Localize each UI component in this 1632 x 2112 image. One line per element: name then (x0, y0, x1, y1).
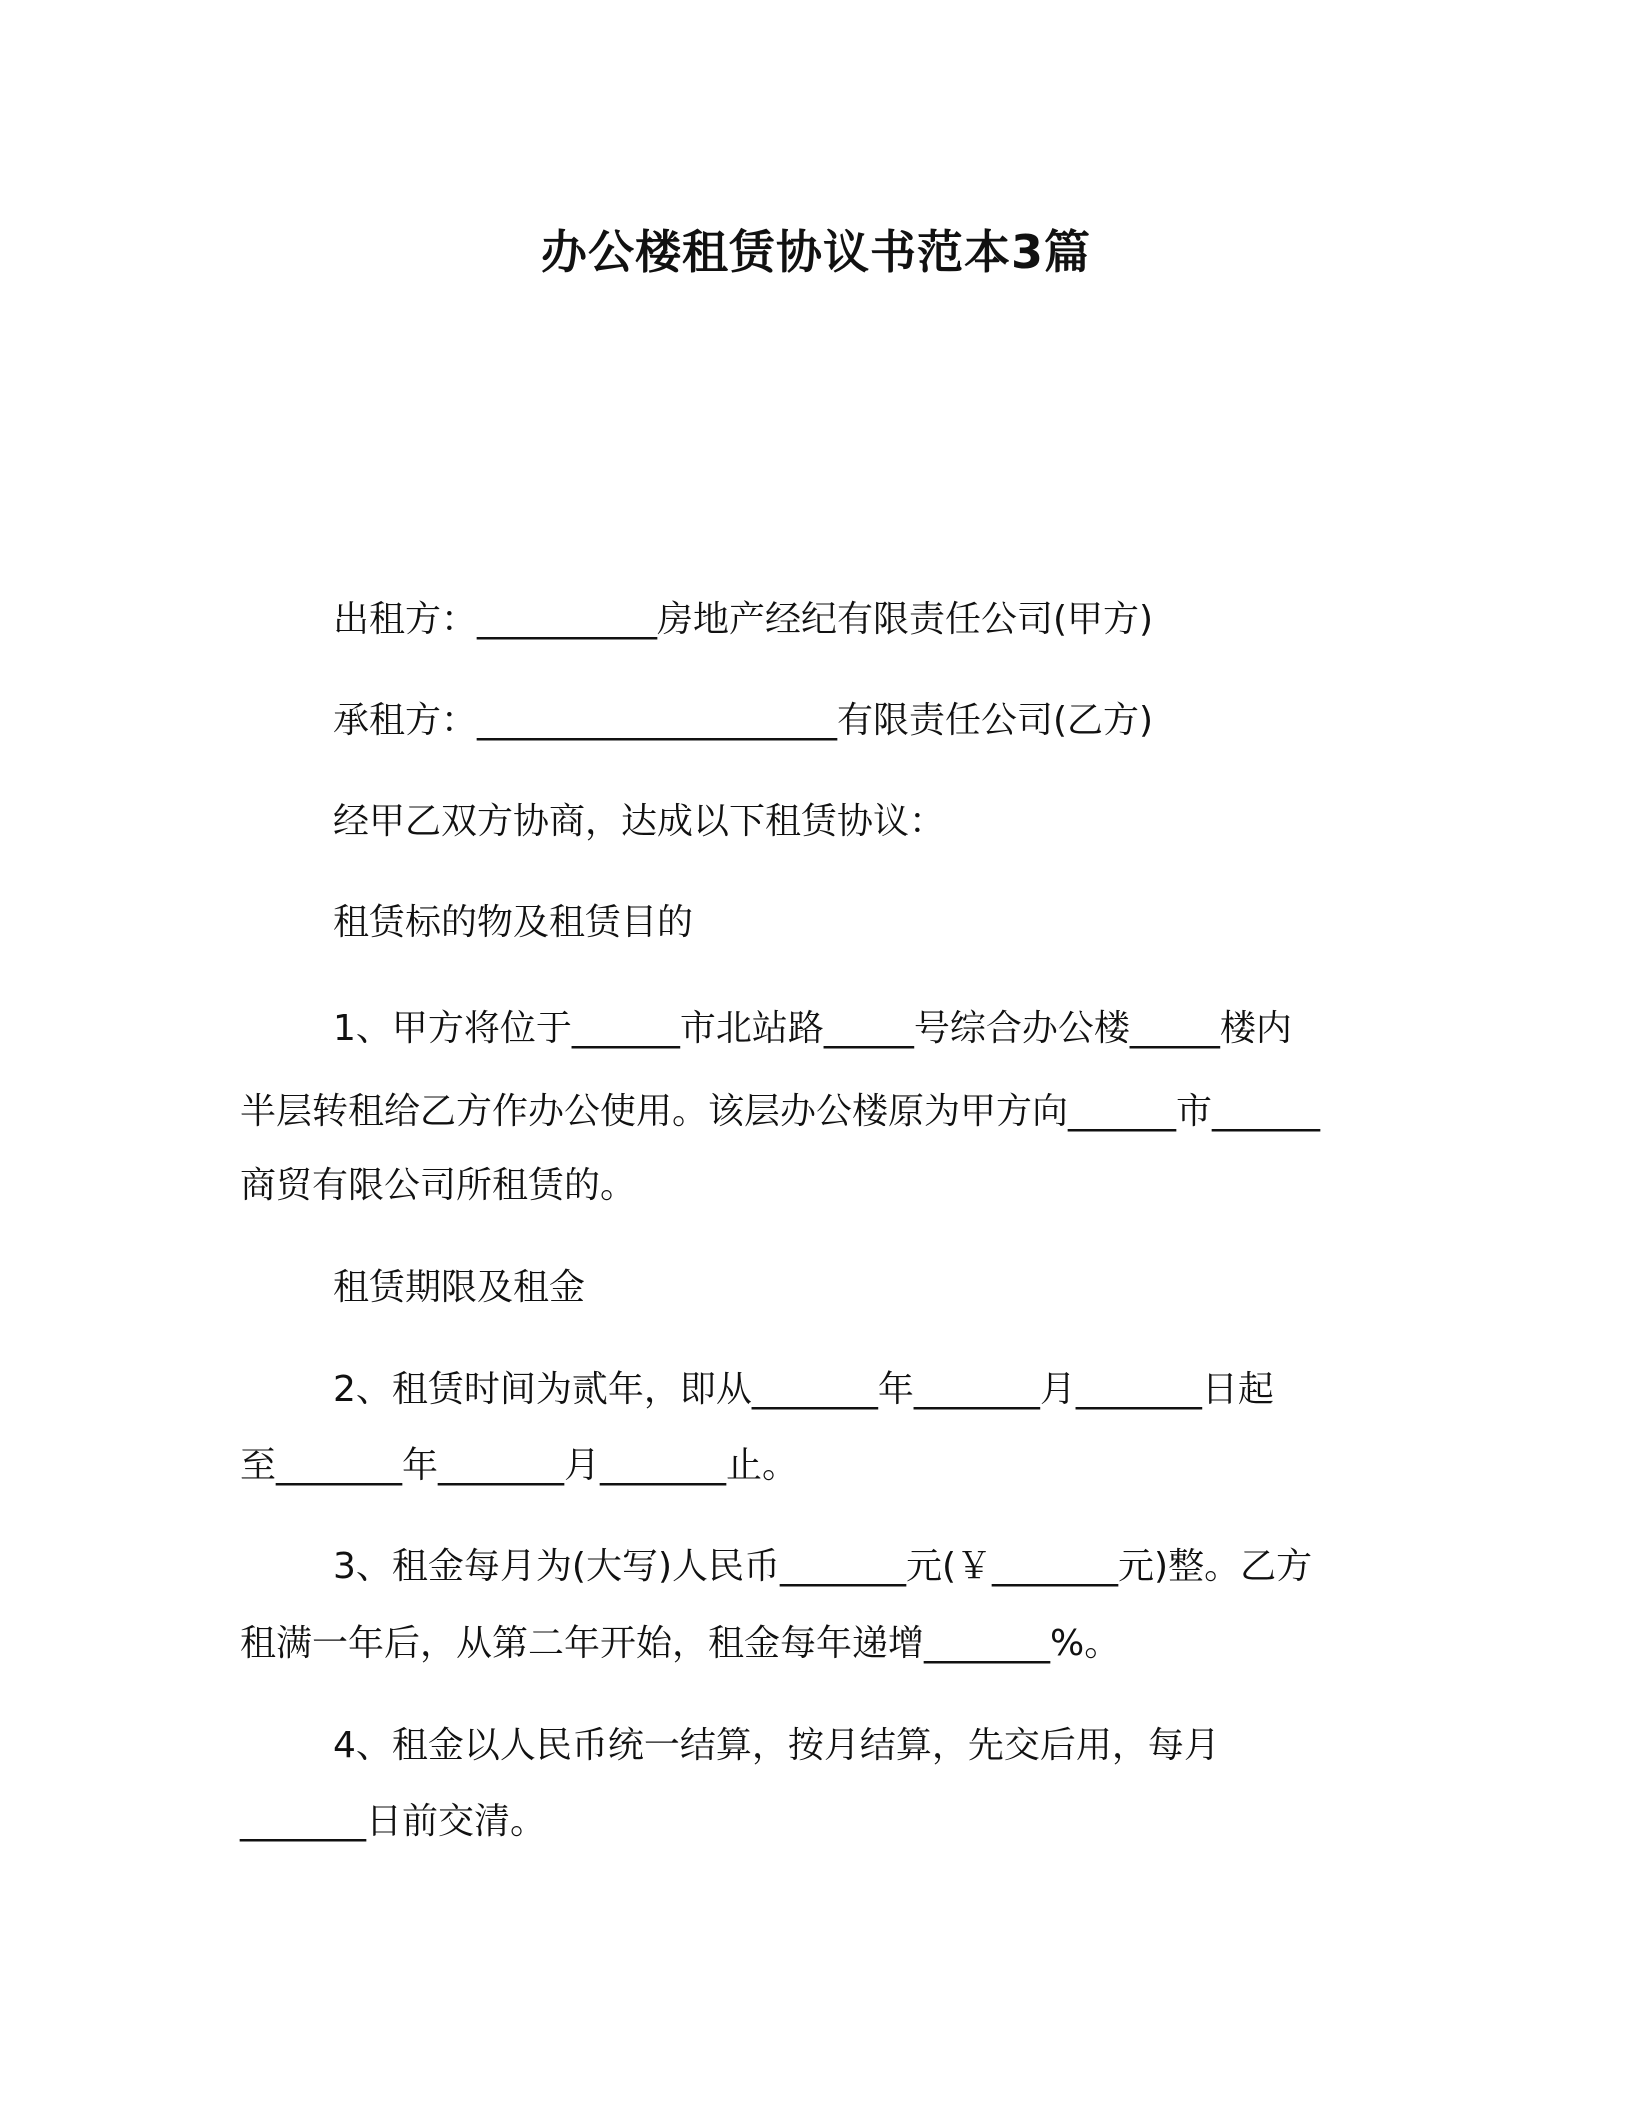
clause-1-line-3: 商贸有限公司所租赁的。 (240, 1165, 637, 1206)
clause-2-line-1: 2、租赁时间为贰年，即从_______年_______月_______日起 (333, 1369, 1274, 1410)
agreement-intro: 经甲乙双方协商，达成以下租赁协议： (333, 801, 946, 842)
clause-4-line-2: _______日前交清。 (240, 1801, 547, 1842)
lessor-line: 出租方：__________房地产经纪有限责任公司(甲方) (333, 599, 1154, 640)
lessee-line: 承租方：____________________有限责任公司(乙方) (333, 700, 1154, 741)
clause-3-line-1: 3、租金每月为(大写)人民币_______元(￥_______元)整。乙方 (333, 1546, 1313, 1587)
clause-2-line-2: 至_______年_______月_______止。 (240, 1445, 798, 1486)
section-heading-subject: 租赁标的物及租赁目的 (333, 902, 694, 943)
clause-1-line-2: 半层转租给乙方作办公使用。该层办公楼原为甲方向______市______ (240, 1091, 1321, 1132)
clause-1-line-1: 1、甲方将位于______市北站路_____号综合办公楼_____楼内 (333, 1008, 1292, 1049)
section-heading-term: 租赁期限及租金 (333, 1267, 586, 1308)
clause-3-line-2: 租满一年后，从第二年开始，租金每年递增_______%。 (240, 1623, 1121, 1664)
document-title: 办公楼租赁协议书范本3篇 (540, 225, 1091, 279)
clause-4-line-1: 4、租金以人民币统一结算，按月结算，先交后用，每月 (333, 1725, 1220, 1766)
